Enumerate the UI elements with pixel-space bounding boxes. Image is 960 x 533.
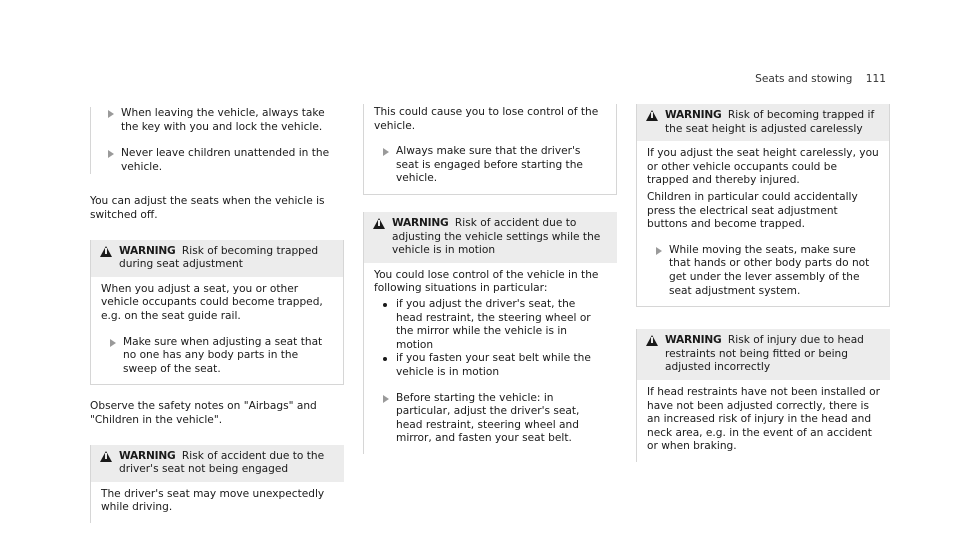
step-text: While moving the seats, make sure that hands or other body parts do not get under the lever assembly of the seat adjustment system. (669, 243, 870, 297)
warning-box (636, 104, 890, 307)
warning-header (91, 240, 343, 277)
warning-triangle-icon (100, 451, 112, 462)
warning-box (363, 212, 617, 454)
warning-header (637, 104, 889, 141)
warning-continued (363, 104, 617, 195)
warning-title: Risk of accident due to adjusting the vehicle settings while the vehicle is in motion (392, 216, 601, 257)
warning-label: WARNING (392, 216, 449, 229)
warning-label: WARNING (665, 109, 722, 121)
step-arrow-icon (383, 148, 389, 156)
list-item-text: if you fasten your seat belt while the vehicle is in motion (396, 352, 591, 378)
warning-body (91, 277, 343, 385)
list-item-text: if you adjust the driver's seat, the head restraint, the steering wheel or the mirror while the vehicle is in motion (396, 297, 591, 351)
step-arrow-icon (110, 339, 116, 347)
warning-body (637, 141, 889, 306)
step-item (101, 336, 335, 377)
warning-text: The driver's seat may move unexpectedly while driving. (101, 487, 325, 514)
step-text: Never leave children unattended in the vehicle. (121, 147, 330, 173)
step-item (374, 392, 609, 446)
warning-triangle-icon (646, 335, 658, 346)
step-text: Always make sure that the driver's seat is engaged before starting the vehicle. (396, 145, 583, 185)
step-arrow-icon (108, 110, 114, 118)
warning-title: Risk of accident due to the driver's seat not being engaged (119, 449, 325, 476)
step-item (91, 107, 344, 134)
warning-box (636, 329, 890, 462)
warning-triangle-icon (100, 246, 112, 257)
column-3 (636, 0, 890, 462)
warning-body (637, 380, 890, 462)
step-arrow-icon (656, 247, 662, 255)
bullet-dot-icon (383, 303, 387, 307)
warning-text: If you adjust the seat height carelessly, you or other vehicle occupants could be trapped and thereby injured. (647, 147, 879, 187)
warning-title: Risk of becoming trapped if the seat height is adjusted carelessly (665, 109, 875, 135)
column-1 (90, 0, 344, 523)
warning-header (91, 445, 344, 482)
warning-body (364, 263, 617, 454)
step-text: Before starting the vehicle: in particular, adjust the driver's seat, head restraint, steering wheel and mirror, and fasten your seat belt. (396, 391, 580, 445)
warning-body (364, 104, 616, 194)
column-2 (363, 0, 617, 454)
step-text: When leaving the vehicle, always take the key with you and lock the vehicle. (121, 107, 325, 133)
warning-label: WARNING (119, 449, 176, 462)
list-item (374, 298, 609, 352)
warning-triangle-icon (646, 110, 658, 121)
paragraph: You can adjust the seats when the vehicle is switched off. (90, 195, 325, 221)
warning-label: WARNING (665, 334, 722, 347)
warning-text: Children in particular could accidentally press the electrical seat adjustment buttons and become trapped. (647, 190, 858, 231)
warning-text: If head restraints have not been installed or have not been adjusted correctly, there is an increased risk of injury in the head and neck area, e.g. in the event of an accident or when braking. (647, 385, 880, 453)
warning-title: Risk of becoming trapped during seat adjustment (119, 244, 319, 271)
list-item (374, 352, 609, 379)
step-item (91, 147, 344, 174)
warning-header (637, 329, 890, 380)
step-item (374, 145, 608, 186)
warning-label: WARNING (119, 244, 176, 257)
warning-box (90, 445, 344, 523)
intro-steps (90, 107, 344, 174)
warning-text: This could cause you to lose control of the vehicle. (374, 106, 599, 132)
warning-title: Risk of injury due to head restraints not being fitted or being adjusted incorrectly (665, 334, 864, 374)
warning-triangle-icon (373, 218, 385, 229)
warning-text: When you adjust a seat, you or other vehicle occupants could become trapped, e.g. on the seat guide rail. (101, 282, 323, 322)
warning-text: You could lose control of the vehicle in the following situations in particular: (374, 268, 599, 295)
bullet-dot-icon (383, 357, 387, 361)
warning-header (364, 212, 617, 263)
step-text: Make sure when adjusting a seat that no one has any body parts in the sweep of the seat. (123, 335, 323, 375)
step-arrow-icon (108, 150, 114, 158)
step-arrow-icon (383, 395, 389, 403)
paragraph: Observe the safety notes on "Airbags" and "Children in the vehicle". (90, 400, 317, 426)
warning-box (90, 240, 344, 386)
section-title: Seats and stowing (755, 73, 853, 85)
step-item (647, 244, 881, 298)
warning-body (91, 482, 344, 523)
bullet-list (374, 298, 609, 380)
page-number: 111 (865, 73, 886, 85)
